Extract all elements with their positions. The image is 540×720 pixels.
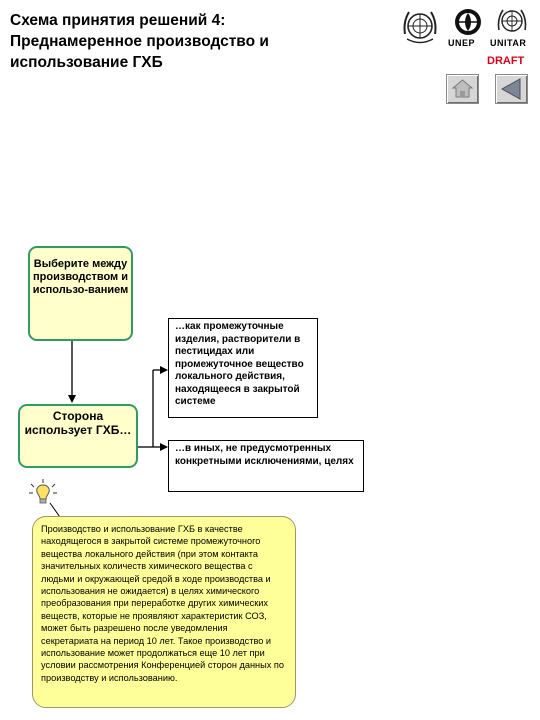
- choose-box[interactable]: [28, 246, 133, 341]
- unep-label: UNEP: [448, 38, 476, 48]
- option1-box[interactable]: [168, 318, 318, 418]
- party-box-text: Сторона использует ГХБ…: [24, 409, 132, 437]
- explanation-note-text: Производство и использование ГХБ в качестве находящегося в закрытой системе промежуточного вещества локального действия (при этом контакта значительных количеств химического вещества с людьми и окружающей средой в ходе производства и использования не ожидается) в целях химического преобразования при переработке других химических веществ, которые не проявляют характеристик СОЗ, может быть разрешено после уведомления секретариата на период 10 лет. Такое производство и использование может продолжаться еще 10 лет при условии рассмотрения Конференцией сторон данных по производству и использованию.: [41, 524, 284, 683]
- party-box[interactable]: [18, 404, 138, 468]
- explanation-note: [32, 516, 296, 708]
- light-bulb-icon: [28, 478, 58, 508]
- option1-text: …как промежуточные изделия, растворители в пестицидах или промежуточное вещество локального действия, находящееся в закрытой системе: [175, 321, 304, 407]
- draft-label: DRAFT: [487, 55, 525, 67]
- choose-box-text: Выберите между производством и использо-ванием: [32, 258, 129, 296]
- option2-text: …в иных, не предусмотренных конкретными исключениями, целях: [175, 443, 354, 467]
- page-title: Схема принятия решений 4: Преднамеренное производство и использование ГХБ: [10, 12, 269, 71]
- option2-box[interactable]: [168, 440, 364, 492]
- unitar-label: UNITAR: [490, 38, 527, 48]
